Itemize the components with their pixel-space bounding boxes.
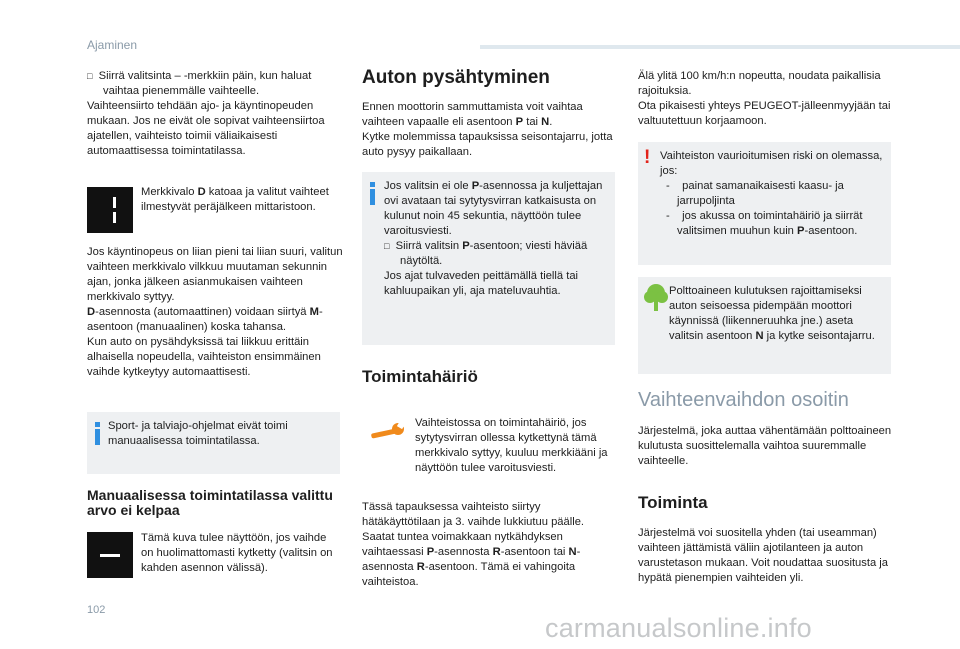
stop-para2: Kytke molemmissa tapauksissa seisontajarru, jotta auto pysyy paikallaan.: [362, 131, 613, 158]
left-para4: Kun auto on pysähdyksissä tai liikkuu erittäin alhaisella nopeudella, vaihteiston ensimmäinen vaihde kytkeytyy automaattisesti.: [87, 336, 321, 378]
left-para3: D-asennosta (automaattinen) voidaan siirtyä M-asentoon (manuaalinen) koska tahansa.: [87, 306, 323, 333]
checkbox-bullet-icon: □: [87, 71, 93, 81]
gear-invalid-icon: [87, 532, 133, 578]
right-top: [638, 69, 893, 129]
header-bar: [480, 45, 960, 49]
stop-title: Auton pysähtyminen: [362, 67, 550, 88]
info-icon: [370, 182, 375, 205]
left-para2: Jos käyntinopeus on liian pieni tai liian suuri, valitun vaihteen merkkivalo vilkkuu muutaman sekunnin ajan, jonka jälkeen asianmukaisen vaihteen merkkivalo syttyy.: [87, 246, 343, 303]
checkbox-bullet-icon: □: [384, 241, 390, 251]
left-column: [87, 69, 345, 159]
eco-tree-icon: [644, 283, 668, 313]
fault-body: Tässä tapauksessa vaihteisto siirtyy hätäkäyttötilaan ja 3. vaihde lukkiutuu päälle. Saatat tuntea voimakkaan nytkähdyksen vaihtaessasi P-asennosta R-asentoon tai N-asennosta R-asentoon. Tämä ei vahingoita vaihteistoa.: [362, 501, 585, 588]
manual-title: Manuaalisessa toimintatilassa valittu arvo ei kelpaa: [87, 487, 333, 518]
right-para2: Ota pikaisesti yhteys PEUGEOT-jälleenmyyjään tai valtuutettuun korjaamoon.: [638, 100, 891, 127]
operation-title: Toiminta: [638, 493, 708, 512]
right-para1: Älä ylitä 100 km/h:n nopeutta, noudata paikallisia rajoituksia.: [638, 70, 881, 97]
watermark: carmanualsonline.info: [545, 613, 812, 643]
gsi-text: Järjestelmä, joka auttaa vähentämään polttoaineen kulutusta suosittelemalla vaihtoa suuremmalle vaihteelle.: [638, 425, 892, 467]
stop-body: [362, 100, 617, 160]
info-box-parking: Jos valitsin ei ole P-asennossa ja kuljettajan ovi avataan tai sytytysvirran katkaisusta on kulunut noin 45 sekuntia, näyttöön tulee varoitusviesti. □ Siirrä valitsin P-asentoon; viesti häviää näytöltä. Jos ajat tulvaveden peittämällä tiellä tai kahluupaikan yli, aja mateluvauhtia.: [362, 172, 615, 345]
gear-indicator-text: Merkkivalo D katoaa ja valitut vaihteet ilmestyvät peräjälkeen mittaristoon.: [141, 186, 329, 213]
eco-box: Polttoaineen kulutuksen rajoittamiseksi auton seisoessa pidempään moottori käynnissä (liikenneruuhka jne.) aseta valitsin asentoon N ja kytke seisontajarru.: [638, 277, 891, 374]
manual-text: Tämä kuva tulee näyttöön, jos vaihde on huolimattomasti kytketty (valitsin on kahden asennon välissä).: [141, 532, 333, 574]
warning-box: ! Vaihteiston vaurioitumisen riski on olemassa, jos: - painat samanaikaisesti kaasu- ja jarrupoljinta - jos akussa on toimintahäiriö ja siirrät valitsimen muuhun kuin P-asentoon.: [638, 142, 891, 265]
gsi-title: Vaihteenvaihdon osoitin: [638, 389, 849, 411]
fault-title: Toimintahäiriö: [362, 367, 478, 386]
wrench-icon: [368, 420, 406, 451]
info-box-sport: Sport- ja talviajo-ohjelmat eivät toimi manuaalisessa toimintatilassa.: [87, 412, 340, 474]
gear-display-icon: [87, 187, 133, 233]
operation-text: Järjestelmä voi suositella yhden (tai useamman) vaihteen jättämistä väliin ajotilanteen ja auton varustetason mukaan. Voit noudattaa suositusta ja hypätä pienempien vaihteiden yli.: [638, 527, 889, 584]
left-para1: Vaihteensiirto tehdään ajo- ja käyntinopeuden mukaan. Jos ne eivät ole sopivat vaihteensiirtoa ajatellen, vaihteisto toimii väliaikaisesti automaattisessa toimintatilassa.: [87, 100, 325, 157]
left-bullet: □ Siirrä valitsinta – -merkkiin päin, kun haluat vaihtaa pienemmälle vaihteelle.: [87, 70, 312, 97]
section-label: Ajaminen: [87, 38, 138, 52]
fault-icon-text: Vaihteistossa on toimintahäiriö, jos sytytysvirran ollessa kytkettynä tämä merkkivalo syttyy, kuuluu merkkiääni ja näyttöön tulee varoitusviesti.: [415, 417, 608, 474]
stop-para1: Ennen moottorin sammuttamista voit vaihtaa vaihteen vapaalle eli asentoon P tai N.: [362, 101, 583, 128]
info-icon: [95, 422, 100, 445]
page-number: 102: [87, 604, 106, 616]
left-body: [87, 245, 345, 380]
warning-icon: !: [644, 147, 651, 168]
